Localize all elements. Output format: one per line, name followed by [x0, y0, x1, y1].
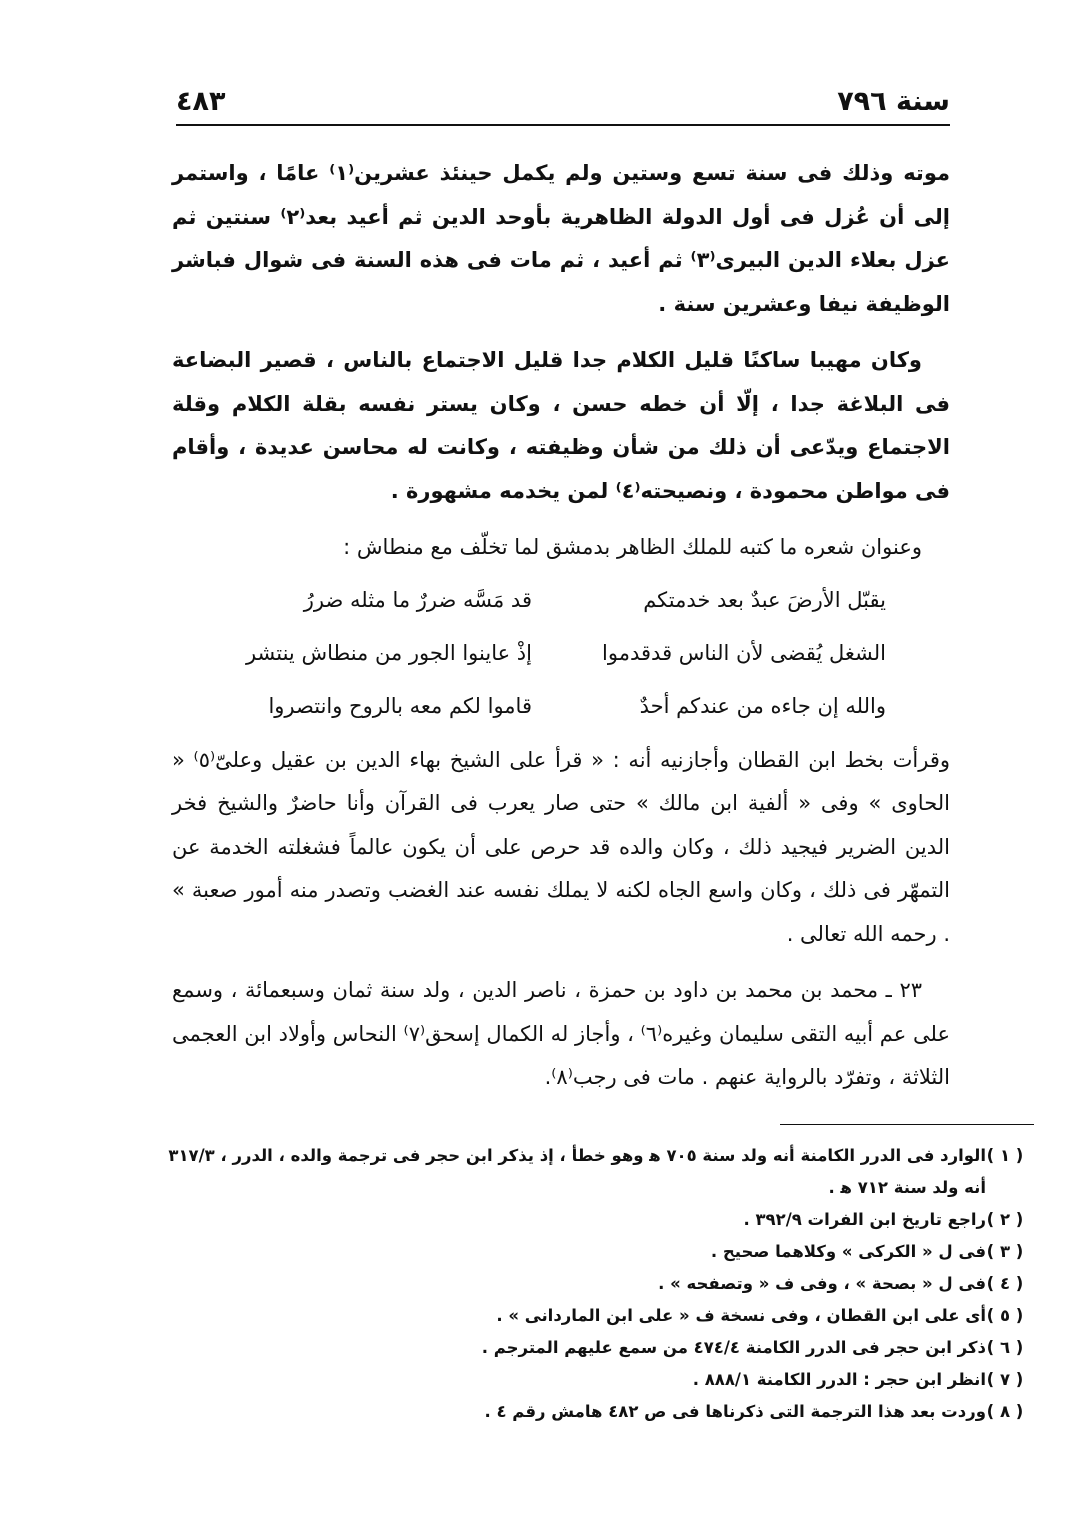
footnote: [160, 1300, 1024, 1332]
footnote: [160, 1236, 1024, 1268]
footnote-text: انظر ابن حجر : الدرر الكامنة ٨٨٨/١ .: [692, 1370, 986, 1389]
footnote-number: ( ٧ ): [986, 1370, 1024, 1389]
footnote-rule: [780, 1124, 1034, 1125]
verse-first-hemistich: الشغل يُقضى لأن الناس قدقدموا: [602, 640, 886, 665]
footnote-number: ( ٦ ): [986, 1338, 1024, 1357]
biography-entry-23: ٢٣ ـ محمد بن محمد بن داود بن حمزة ، ناصر الدين ، ولد سنة ثمان وسبعمائة ، وسمع على عم أبيه التقى سليمان وغيره⁽٦⁾ ، وأجاز له الكمال إسحق⁽٧⁾ النحاس وأولاد ابن العجمى الثلاثة ، وتفرّد بالرواية عنهم . مات فى رجب⁽٨⁾.: [172, 978, 950, 1089]
verse-second-hemistich: قد مَسَّه ضررٌ ما مثله ضررُ: [303, 587, 532, 612]
header-year: سنة ٧٩٦: [837, 86, 950, 117]
poem: [172, 574, 950, 733]
paragraph-2: وكان مهيبا ساكنًا قليل الكلام جدا قليل الاجتماع بالناس ، قصير البضاعة فى البلاغة جدا ، إلّا أن خطه حسن ، وكان يستر نفسه بقلة الكلام وقلة الاجتماع ويدّعى أن ذلك من شأن وظيفته ، وكانت له محاسن عديدة ، وأقام فى مواطن محمودة ، ونصيحته⁽٤⁾ لمن يخدمه مشهورة .: [172, 348, 950, 503]
poem-verse: [172, 627, 950, 680]
paragraph-1: موته وذلك فى سنة تسع وستين ولم يكمل حينئذ عشرين⁽١⁾ عامًا ، واستمر إلى أن عُزل فى أول الدولة الظاهرية بأوحد الدين ثم أعيد بعد⁽٢⁾ سنتين ثم عزل بعلاء الدين البيرى⁽٣⁾ ثم أعيد ، ثم مات فى هذه السنة فى شوال فباشر الوظيفة نيفا وعشرين سنة .: [172, 161, 950, 316]
footnote-number: ( ٣ ): [986, 1242, 1024, 1261]
verse-second-hemistich: قاموا لكم معه بالروح وانتصروا: [268, 693, 532, 718]
poem-intro: وعنوان شعره ما كتبه للملك الظاهر بدمشق لما تخلّف مع منطاش :: [343, 535, 922, 559]
footnote-number: ( ٨ ): [986, 1402, 1024, 1421]
verse-first-hemistich: يقبّل الأرضَ عبدٌ بعد خدمتكم: [643, 587, 886, 612]
main-text: [172, 152, 950, 1100]
footnote: [160, 1364, 1024, 1396]
verse-first-hemistich: والله إن جاءه من عندكم أحدٌ: [639, 693, 886, 718]
footnote-text: فى ل « بصحة » ، وفى ف « وتصفحه » .: [658, 1274, 986, 1293]
footnote-number: ( ٢ ): [986, 1210, 1024, 1229]
poem-verse: [172, 574, 950, 627]
footnotes: [160, 1140, 1024, 1428]
page-header: [176, 86, 950, 122]
page-number: ٤٨٣: [176, 86, 226, 117]
footnote-number: ( ١ ): [986, 1146, 1024, 1165]
footnote-text: أى على ابن القطان ، وفى نسخة ف « على ابن الماردانى » .: [496, 1306, 986, 1325]
footnote-text: راجع تاريخ ابن الفرات ٣٩٢/٩ .: [743, 1210, 986, 1229]
footnote-text: ذكر ابن حجر فى الدرر الكامنة ٤٧٤/٤ من سمع عليهم المترجم .: [481, 1338, 986, 1357]
footnote-text: الوارد فى الدرر الكامنة أنه ولد سنة ٧٠٥ ﻫ وهو خطأ ، إذ يذكر ابن حجر فى ترجمة والده ، الدرر ، ٣١٧/٣ أنه ولد سنة ٧١٢ ﻫ .: [168, 1146, 986, 1197]
verse-second-hemistich: إذْ عاينوا الجور من منطاش ينتشر: [245, 640, 532, 665]
footnote-text: فى ل « الكركى » وكلاهما صحيح .: [710, 1242, 986, 1261]
footnote-number: ( ٥ ): [986, 1306, 1024, 1325]
footnote: [160, 1332, 1024, 1364]
footnote: [160, 1204, 1024, 1236]
footnote: [160, 1268, 1024, 1300]
paragraph-3: وقرأت بخط ابن القطان وأجازنيه أنه : « قرأ على الشيخ بهاء الدين بن عقيل وعلىّ⁽٥⁾ « الحاوى » وفى « ألفية ابن مالك » حتى صار يعرب فى القرآن وأنا حاضرٌ والشيخ فخر الدين الضرير فيجيد ذلك ، وكان والده قد حرص على أن يكون عالماً فشغلته الخدمة عن التمهّر فى ذلك ، وكان واسع الجاه لكنه لا يملك نفسه عند الغضب وتصدر منه أمور صعبة » . رحمه الله تعالى .: [172, 747, 950, 946]
footnote: [160, 1140, 1024, 1204]
footnote-number: ( ٤ ): [986, 1274, 1024, 1293]
footnote: [160, 1396, 1024, 1428]
poem-verse: [172, 680, 950, 733]
header-rule: [176, 124, 950, 126]
footnote-text: وردت بعد هذا الترجمة التى ذكرناها فى ص ٤٨٢ هامش رقم ٤ .: [484, 1402, 986, 1421]
